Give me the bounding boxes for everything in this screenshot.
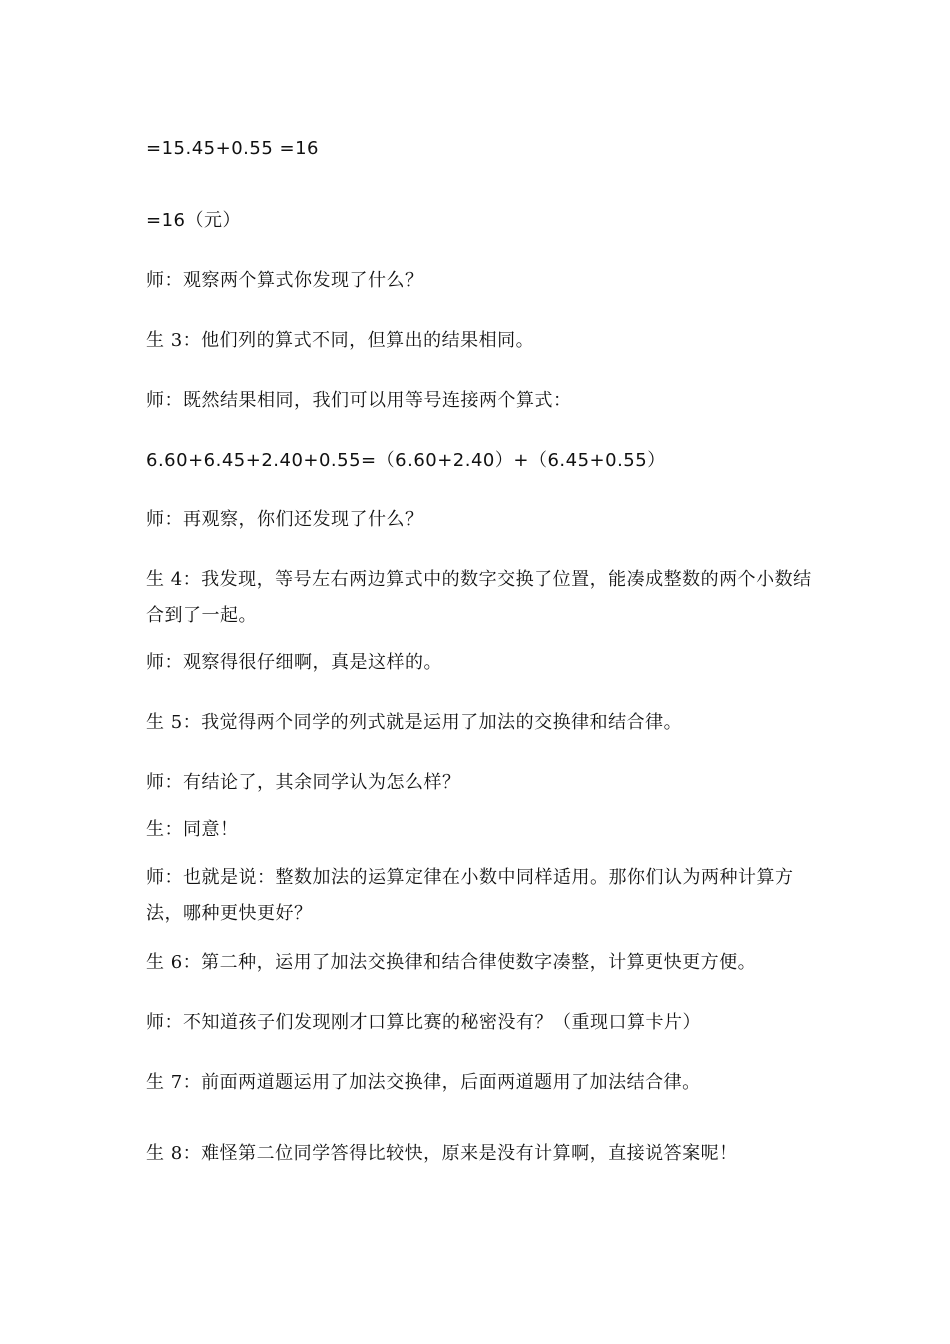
- equation-line-2: =16（元）: [146, 210, 241, 231]
- student-line: 生 6：第二种，运用了加法交换律和结合律使数字凑整，计算更快更方便。: [146, 952, 757, 973]
- teacher-line: 师：既然结果相同，我们可以用等号连接两个算式：: [146, 390, 572, 411]
- teacher-line: 师：观察得很仔细啊，真是这样的。: [146, 652, 442, 673]
- equation-line-1: =15.45+0.55 =16: [146, 138, 319, 159]
- student-line: 生 3：他们列的算式不同，但算出的结果相同。: [146, 330, 535, 351]
- teacher-line: 师：也就是说：整数加法的运算定律在小数中同样适用。那你们认为两种计算方法，哪种更快更好？: [146, 867, 794, 924]
- equation-line-3: 6.60+6.45+2.40+0.55=（6.60+2.40）+（6.45+0.55）: [146, 450, 666, 471]
- teacher-line: 师：有结论了，其余同学认为怎么样？: [146, 772, 461, 793]
- teacher-line: 师：不知道孩子们发现刚才口算比赛的秘密没有？（重现口算卡片）: [146, 1012, 701, 1033]
- student-line: 生：同意！: [146, 819, 239, 840]
- teacher-line: 师：观察两个算式你发现了什么？: [146, 270, 424, 291]
- student-line: 生 4：我发现，等号左右两边算式中的数字交换了位置，能凑成整数的两个小数结合到了一起。: [146, 569, 812, 626]
- student-line: 生 8：难怪第二位同学答得比较快，原来是没有计算啊，直接说答案呢！: [146, 1143, 738, 1164]
- teacher-line: 师：再观察，你们还发现了什么？: [146, 509, 424, 530]
- student-line: 生 7：前面两道题运用了加法交换律，后面两道题用了加法结合律。: [146, 1072, 701, 1093]
- student-line: 生 5：我觉得两个同学的列式就是运用了加法的交换律和结合律。: [146, 712, 683, 733]
